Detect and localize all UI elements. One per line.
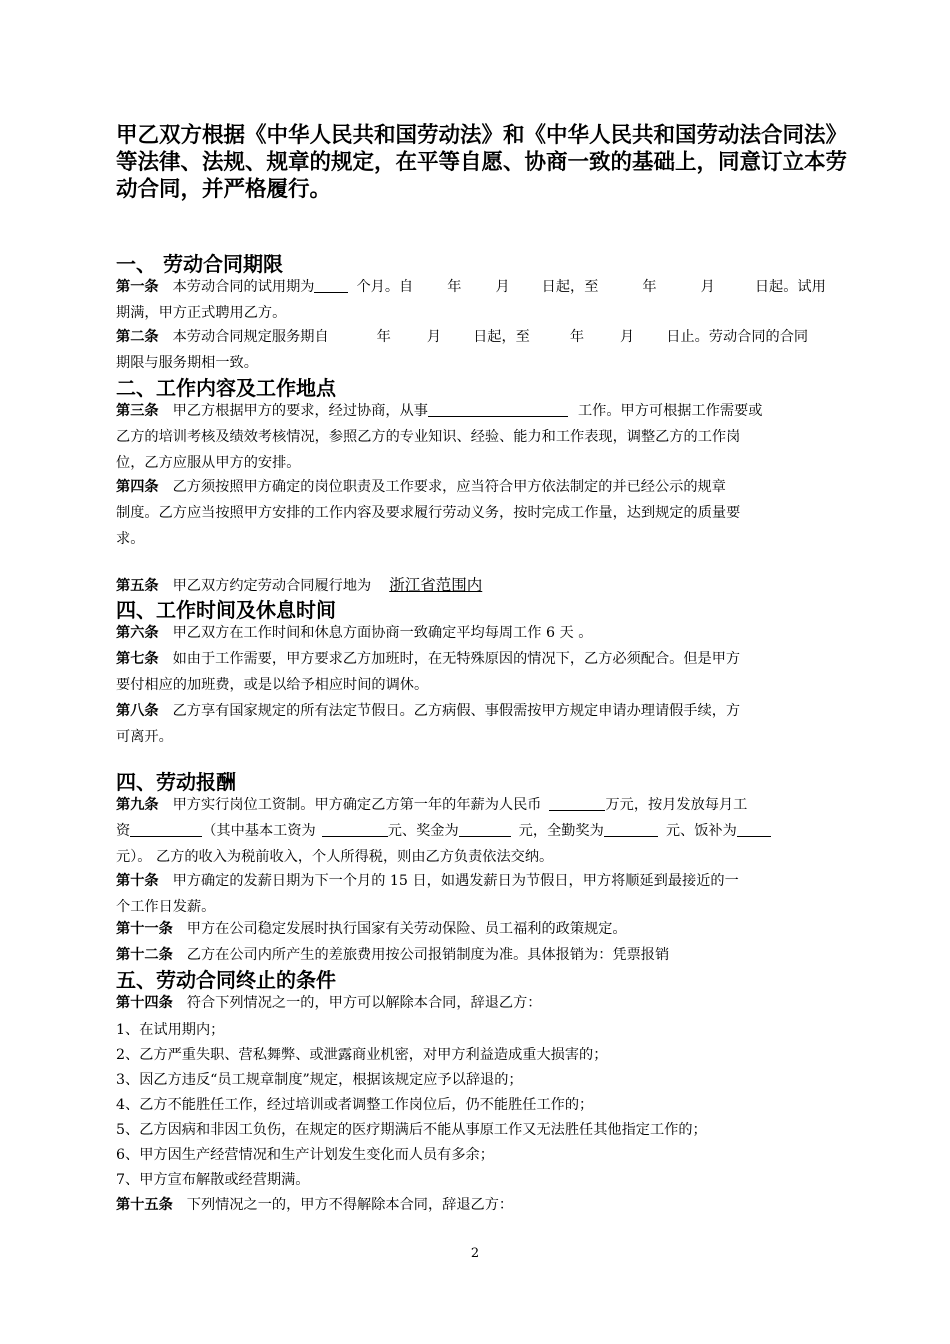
article-text: 本劳动合同规定服务期自 bbox=[172, 329, 329, 345]
article-text: 年 bbox=[642, 279, 657, 295]
article-text: 甲方在公司稳定发展时执行国家有关劳动保险、员工福利的政策规定。 bbox=[186, 921, 627, 937]
section-heading-term: 一、 劳动合同期限 bbox=[116, 252, 283, 276]
article-text: 甲方确定的发薪日期为下一个月的 15 日，如遇发薪日为节假日，甲方将顺延到最接近的一 bbox=[172, 873, 739, 889]
article-text: 月 bbox=[426, 329, 442, 345]
article-label: 第八条 bbox=[116, 703, 159, 719]
article-7 bbox=[116, 646, 840, 698]
article-text: （其中基本工资为 bbox=[202, 823, 316, 839]
blank-field[interactable] bbox=[314, 274, 348, 293]
article-text: 可离开。 bbox=[116, 729, 173, 745]
section-heading-pay: 四、劳动报酬 bbox=[116, 770, 236, 794]
article-text: 资 bbox=[116, 823, 131, 839]
article-text: 个月。自 bbox=[356, 279, 414, 295]
article-text: 乙方在公司内所产生的差旅费用按公司报销制度为准。具体报销为：凭票报销 bbox=[186, 947, 670, 963]
article-text: 本劳动合同的试用期为 bbox=[172, 279, 315, 295]
article-text: 元）。 乙方的收入为税前收入，个人所得税，则由乙方负责依法交纳。 bbox=[116, 849, 554, 865]
list-item: 4、乙方不能胜任工作，经过培训或者调整工作岗位后，仍不能胜任工作的； bbox=[116, 1097, 594, 1113]
article-text: 甲乙双方在工作时间和休息方面协商一致确定平均每周工作 6 天 。 bbox=[172, 625, 593, 641]
intro-paragraph bbox=[116, 122, 846, 203]
article-11 bbox=[116, 916, 840, 942]
article-text: 求。 bbox=[116, 531, 145, 547]
article-label: 第五条 bbox=[116, 578, 159, 594]
article-text: 甲方实行岗位工资制。甲方确定乙方第一年的年薪为人民币 bbox=[172, 797, 542, 813]
article-text: 符合下列情况之一的，甲方可以解除本合同，辞退乙方： bbox=[186, 995, 542, 1011]
article-text: 元、饭补为 bbox=[665, 823, 737, 839]
article-text: 日起，至 bbox=[473, 329, 530, 345]
article-text: 乙方的培训考核及绩效考核情况，参照乙方的专业知识、经验、能力和工作表现，调整乙方的工作岗 bbox=[116, 429, 741, 445]
article-label: 第四条 bbox=[116, 479, 159, 495]
article-text: 月 bbox=[495, 279, 510, 295]
blank-field[interactable] bbox=[428, 398, 568, 417]
article-label: 第十二条 bbox=[116, 947, 173, 963]
article-12 bbox=[116, 942, 840, 968]
article-text: 日止。劳动合同的合同 bbox=[666, 329, 809, 345]
article-text: 期满，甲方正式聘用乙方。 bbox=[116, 305, 287, 321]
article-text: 工作。甲方可根据工作需要或 bbox=[577, 403, 763, 419]
article-15 bbox=[116, 1192, 840, 1218]
article-3 bbox=[116, 398, 840, 476]
article-text: 万元，按月发放每月工 bbox=[605, 797, 748, 813]
blank-field[interactable] bbox=[604, 818, 658, 837]
article-label: 第十五条 bbox=[116, 1197, 173, 1213]
article-text: 日起，至 bbox=[541, 279, 599, 295]
blank-field[interactable] bbox=[737, 818, 771, 837]
article-label: 第十条 bbox=[116, 873, 159, 889]
intro-line: 动合同，并严格履行。 bbox=[116, 177, 332, 202]
article-label: 第九条 bbox=[116, 797, 159, 813]
section-heading-work: 二、工作内容及工作地点 bbox=[116, 376, 336, 400]
article-4 bbox=[116, 474, 840, 552]
article-1 bbox=[116, 274, 840, 326]
article-text: 期限与服务期相一致。 bbox=[116, 355, 258, 371]
article-text: 元、奖金为 bbox=[387, 823, 459, 839]
article-label: 第六条 bbox=[116, 625, 159, 641]
article-text: 制度。乙方应当按照甲方安排的工作内容及要求履行劳动义务，按时完成工作量，达到规定的质量要 bbox=[116, 505, 741, 521]
article-text: 甲乙方根据甲方的要求，经过协商，从事 bbox=[172, 403, 428, 419]
list-item: 2、乙方严重失职、营私舞弊、或泄露商业机密，对甲方利益造成重大损害的； bbox=[116, 1047, 608, 1063]
article-14 bbox=[116, 990, 840, 1016]
blank-field[interactable] bbox=[549, 792, 605, 811]
article-text: 乙方享有国家规定的所有法定节假日。乙方病假、事假需按甲方规定申请办理请假手续，方 bbox=[172, 703, 741, 719]
intro-line: 甲乙双方根据《中华人民共和国劳动法》和《中华人民共和国劳动法合同法》 bbox=[116, 123, 848, 148]
blank-field[interactable] bbox=[322, 818, 388, 837]
article-text: 日起。试用 bbox=[754, 279, 826, 295]
article-10 bbox=[116, 868, 840, 920]
article-9 bbox=[116, 792, 840, 870]
article-text: 年 bbox=[376, 329, 391, 345]
list-item: 1、在试用期内； bbox=[116, 1022, 225, 1038]
article-text: 如由于工作需要，甲方要求乙方加班时，在无特殊原因的情况下，乙方必须配合。但是甲方 bbox=[172, 651, 741, 667]
list-item: 5、乙方因病和非因工负伤，在规定的医疗期满后不能从事原工作又无法胜任其他指定工作的； bbox=[116, 1122, 707, 1138]
article-text: 甲乙双方约定劳动合同履行地为 bbox=[172, 578, 372, 594]
work-location-value: 浙江省范围内 bbox=[389, 576, 483, 594]
section-heading-termination: 五、劳动合同终止的条件 bbox=[116, 968, 336, 992]
section-heading-hours: 四、工作时间及休息时间 bbox=[116, 598, 336, 622]
article-label: 第三条 bbox=[116, 403, 159, 419]
article-8 bbox=[116, 698, 840, 750]
article-text: 年 bbox=[447, 279, 462, 295]
article-2 bbox=[116, 324, 840, 376]
article-text: 月 bbox=[700, 279, 715, 295]
article-5 bbox=[116, 572, 840, 598]
list-item: 3、因乙方违反“员工规章制度”规定，根据该规定应予以辞退的； bbox=[116, 1072, 523, 1088]
article-text: 位，乙方应服从甲方的安排。 bbox=[116, 455, 301, 471]
page-number: 2 bbox=[470, 1246, 480, 1261]
list-item: 6、甲方因生产经营情况和生产计划发生变化而人员有多余； bbox=[116, 1147, 494, 1163]
article-text: 月 bbox=[620, 329, 635, 345]
article-text: 元，全勤奖为 bbox=[518, 823, 604, 839]
article-label: 第二条 bbox=[116, 329, 159, 345]
article-6 bbox=[116, 620, 840, 646]
blank-field[interactable] bbox=[459, 818, 511, 837]
article-text: 下列情况之一的，甲方不得解除本合同，辞退乙方： bbox=[186, 1197, 514, 1213]
article-text: 年 bbox=[569, 329, 585, 345]
article-label: 第七条 bbox=[116, 651, 159, 667]
list-item: 7、甲方宣布解散或经营期满。 bbox=[116, 1172, 310, 1188]
article-text: 个工作日发薪。 bbox=[116, 899, 216, 915]
article-label: 第十一条 bbox=[116, 921, 173, 937]
article-label: 第一条 bbox=[116, 279, 159, 295]
blank-field[interactable] bbox=[130, 818, 202, 837]
article-text: 要付相应的加班费，或是以给予相应时间的调休。 bbox=[116, 677, 429, 693]
article-label: 第十四条 bbox=[116, 995, 173, 1011]
article-text: 乙方须按照甲方确定的岗位职责及工作要求，应当符合甲方依法制定的并已经公示的规章 bbox=[172, 479, 726, 495]
intro-line: 等法律、法规、规章的规定，在平等自愿、协商一致的基础上，同意订立本劳 bbox=[116, 150, 848, 175]
